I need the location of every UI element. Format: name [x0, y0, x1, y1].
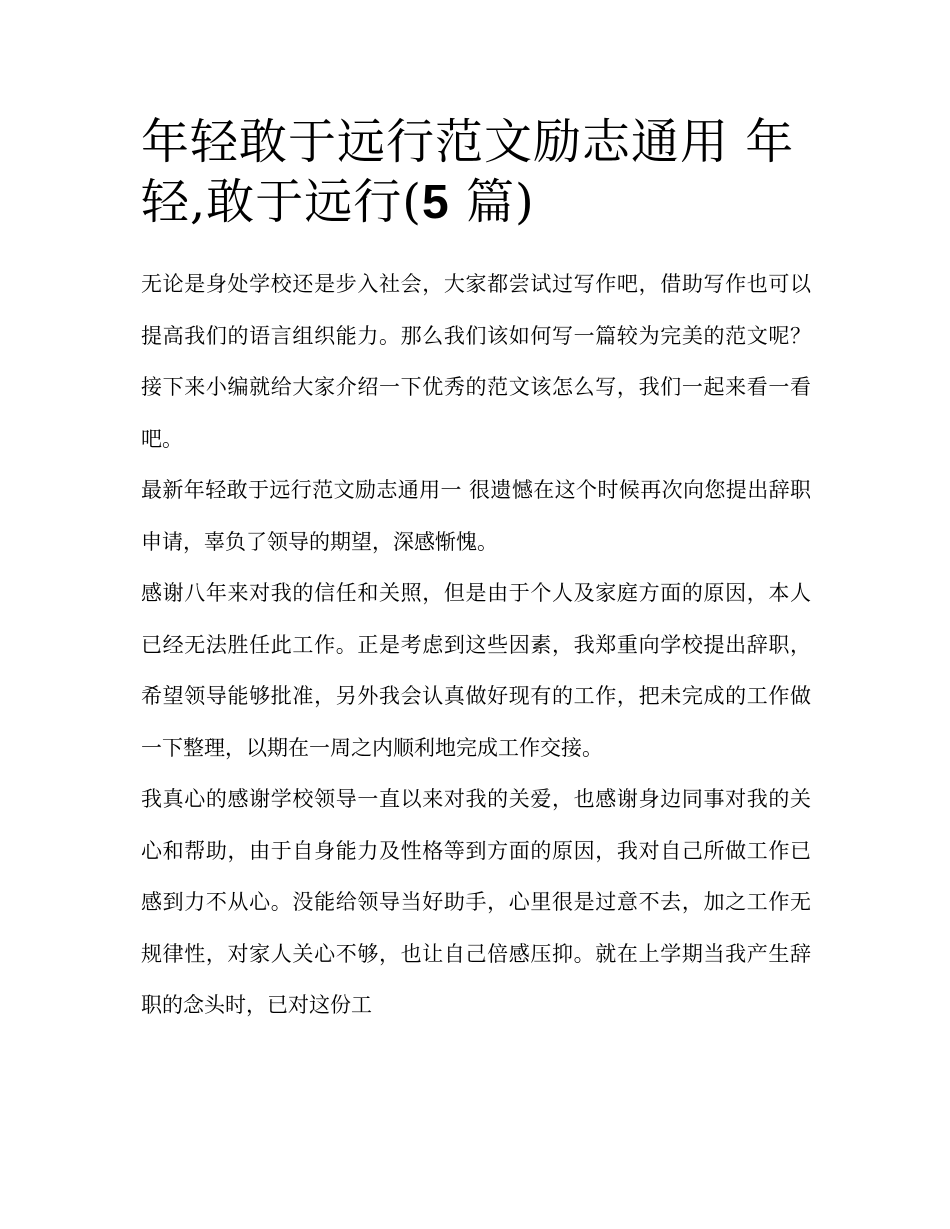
document-body: [141, 259, 811, 1032]
body-paragraph: 感谢八年来对我的信任和关照，但是由于个人及家庭方面的原因，本人已经无法胜任此工作。正是考虑到这些因素，我郑重向学校提出辞职，希望领导能够批准，另外我会认真做好现有的工作，把未完成的工作做一下整理，以期在一周之内顺利地完成工作交接。: [141, 581, 811, 760]
document-title: [141, 112, 811, 233]
body-paragraph: 我真心的感谢学校领导一直以来对我的关爱，也感谢身边同事对我的关心和帮助，由于自身能力及性格等到方面的原因，我对自己所做工作已感到力不从心。没能给领导当好助手，心里很是过意不去，加之工作无规律性，对家人关心不够，也让自己倍感压抑。就在上学期当我产生辞职的念头时，已对这份工: [141, 787, 811, 1017]
document-title-suffix: 篇): [449, 174, 535, 230]
body-paragraph: 最新年轻敢于远行范文励志通用一 很遗憾在这个时候再次向您提出辞职申请，辜负了领导的期望，深感惭愧。: [141, 478, 811, 554]
document-title-text: 年轻敢于远行范文励志通用 年轻,敢于远行(: [141, 114, 795, 230]
document-content: [141, 112, 811, 1032]
document-title-number: 5: [422, 176, 450, 229]
body-paragraph: 无论是身处学校还是步入社会，大家都尝试过写作吧，借助写作也可以提高我们的语言组织能力。那么我们该如何写一篇较为完美的范文呢？接下来小编就给大家介绍一下优秀的范文该怎么写，我们一起来看一看吧。: [141, 272, 811, 451]
